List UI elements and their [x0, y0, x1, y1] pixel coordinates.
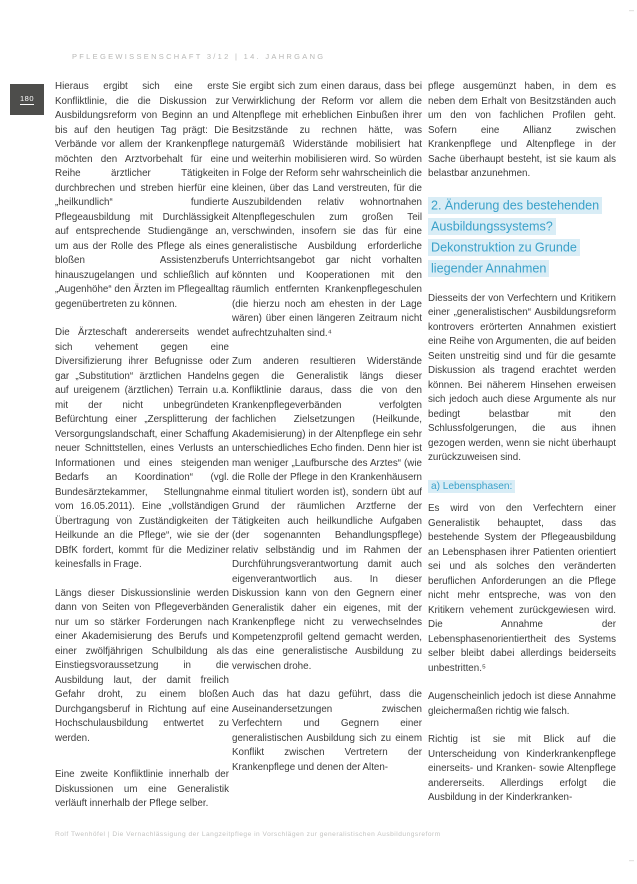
- crop-mark-bottom-right: –: [628, 855, 634, 865]
- paragraph: Diesseits der von Verfechtern und Kritikern einer „generalistischen“ Ausbildungsreform kontrovers erörterten Annahmen existiert eine Reihe von Argumenten, die auf beiden Seiten unstreitig sind und für die gesamte Diskussion als tragend erachtet werden können. Bei näherem Hinsehen erweisen sich jedoch auch diese Argumente als nur bedingt belastbar mit den Schlussfolgerungen, die aus ihnen gezogen werden, wenn sie nicht überhaupt zurückzuweisen sind.: [428, 292, 616, 463]
- crop-mark-top-right: –: [628, 5, 634, 15]
- paragraph: Eine zweite Konfliktlinie innerhalb der Diskussionen um eine Generalistik verläuft innerhalb der Pflege selber.: [55, 769, 229, 809]
- paragraph: Augenscheinlich jedoch ist diese Annahme gleichermaßen richtig wie falsch.: [428, 691, 616, 717]
- text-column-1: [55, 80, 229, 826]
- page-number: 180: [19, 94, 34, 103]
- text-column-2: [232, 80, 422, 789]
- page-number-badge: [10, 84, 44, 115]
- journal-header: PFLEGEWISSENSCHAFT 3/12 | 14. JAHRGANG: [72, 52, 326, 61]
- article-footer: Rolf Twenhöfel | Die Vernachlässigung der Langzeitpflege in Vorschlägen zur generalistischen Ausbildungsreform: [55, 831, 441, 838]
- paragraph: Die Ärzteschaft andererseits wendet sich vehement gegen eine Diversifizierung ihrer Befugnisse oder gar „Substitution“ ärztlichen Handelns auf ureigenem (ärztlichen) Terrain u.a. mit der nicht unbegründeten Befürchtung einer „Zersplitterung der Versorgungslandschaft, einer Schaffung neuer Schnittstellen, eines Verlusts an Informationen und eines steigenden Bedarfs an Koordination“ (vgl. Bundesärztekammer, Stellungnahme vom 16.05.2011). Eine „vollständigen Übertragung von Zuständigkeiten der Heilkunde an die Pflege“, wie sie der DBfK fordert, kommt für die Mediziner keinesfalls in Frage.: [55, 327, 229, 570]
- paragraph: Hieraus ergibt sich eine erste Konfliktlinie, die die Diskussion zur Ausbildungsreform von Beginn an und bis auf den heutigen Tag prägt: Die Verbände vor allem der Krankenpflege möchten den Arztvorbehalt für eine Reihe ärztlicher Tätigkeiten durchbrechen und streben hierfür eine „heilkundlich“ fundierte Pflegeausbildung mit Durchlässigkeit auf entsprechende Studiengänge an, um aus der Rolle des Pflege als eines bloßen Assistenzberufs hinauszugelangen und schließlich auf „Augenhöhe“ den Ärzten im Pflegealltag gegenübertreten zu können.: [55, 81, 229, 310]
- paragraph: Längs dieser Diskussionslinie werden dann von Seiten von Pflegeverbänden nur um so stärker Forderungen nach einer Akademisierung des Berufs und einer zwölfjährigen Schulbildung als Einstiegsvoraussetzung in die Ausbildung laut, der damit freilich Gefahr droht, zu einem bloßen Durchgangsberuf in Richtung auf eine Hochschulausbildung entwertet zu werden.: [55, 587, 229, 744]
- sub-heading-text: a) Lebensphasen:: [428, 480, 515, 493]
- paragraph: Zum anderen resultieren Widerstände gegen die Generalistik längs dieser Konfliktlinie daraus, dass die von den Krankenpflegeverbänden verfolgten fachlichen Zielsetzungen (Heilkunde, Akademisierung) in der Altenpflege ein sehr unterschiedliches Echo finden. Denn hier ist man weniger „Laufbursche des Arztes“ (wie die Rolle der Pflege in den Krankenhäusern einmal tituliert worden ist), sondern übt auf Grund der räumlichen Arztferne der Tätigkeiten auch heilkundliche Aufgaben (der sogenannten Behandlungspflege) relativ selbständig und im Rahmen der Durchführungsverantwortung damit auch eigenverantwortlich aus. In dieser Diskussion kann von den Gegnern einer Generalistik daher ein eigenes, mit der Krankenpflege nicht zu verwechselndes Kompetenzprofil geltend gemacht werden, das eine generalistische Ausbildung zu verwischen drohe.: [232, 356, 422, 672]
- paragraph: Es wird von den Verfechtern einer Generalistik behauptet, dass das bestehende System der Pflegeausbildung an Lebensphasen ihrer Patienten orientiert sei und als solches den veränderten beruflichen Anforderungen an die Pflege nicht mehr entspreche, was von den Kritikern vehement zurückgewiesen wird. Die Annahme der Lebensphasenorientiertheit des Systems selber bleibt dabei allerdings beiderseits unbestritten.⁵: [428, 503, 616, 674]
- paragraph: Auch das hat dazu geführt, dass die Auseinandersetzungen zwischen Verfechtern und Gegnern einer generalistischen Ausbildung sich zu einem Konflikt zwischen Vertretern der Krankenpflege und denen der Alten-: [232, 689, 422, 773]
- paragraph: pflege ausgemünzt haben, in dem es neben dem Erhalt von Besitzständen auch um den von fachlichen Profilen geht. Sofern eine Allianz zwischen Krankenpflege und Altenpflege in der Sache überhaupt besteht, ist sie kaum als belastbar anzunehmen.: [428, 81, 616, 179]
- paragraph: Richtig ist sie mit Blick auf die Unterscheidung von Kinderkrankenpflege einerseits- und Kranken- sowie Altenpflege andererseits. Allerdings erfolgt die Ausbildung in der Kinderkranken-: [428, 734, 616, 803]
- paragraph: Sie ergibt sich zum einen daraus, dass bei Verwirklichung der Reform vor allem die Altenpflege mit erheblichen Einbußen ihrer Besitzstände zu rechnen hätte, was naturgemäß Widerstände mobilisiert hat und weiterhin mobilisieren wird. So würden in Folge der Reform sehr wahrscheinlich die kleinen, über das Land verstreuten, für die Auszubildenden relativ wohnortnahen Altenpflegeschulen zum großen Teil verschwinden, insofern sie das für eine generalistische Ausbildung erforderliche Unterrichtsangebot gar nicht vorhalten könnten und Kooperationen mit den räumlich entfernten Krankenpflegeschulen (die hierzu noch am ehesten in der Lage wären) über einen längeren Zeitraum nicht aufrechtzuhalten sind.⁴: [232, 81, 422, 339]
- sub-heading: [428, 480, 616, 495]
- section-heading-text: 2. Änderung des bestehenden Ausbildungssystems? Dekonstruktion zu Grunde liegender Annahmen: [428, 197, 602, 277]
- text-column-3: [428, 80, 616, 820]
- section-heading: [428, 196, 616, 280]
